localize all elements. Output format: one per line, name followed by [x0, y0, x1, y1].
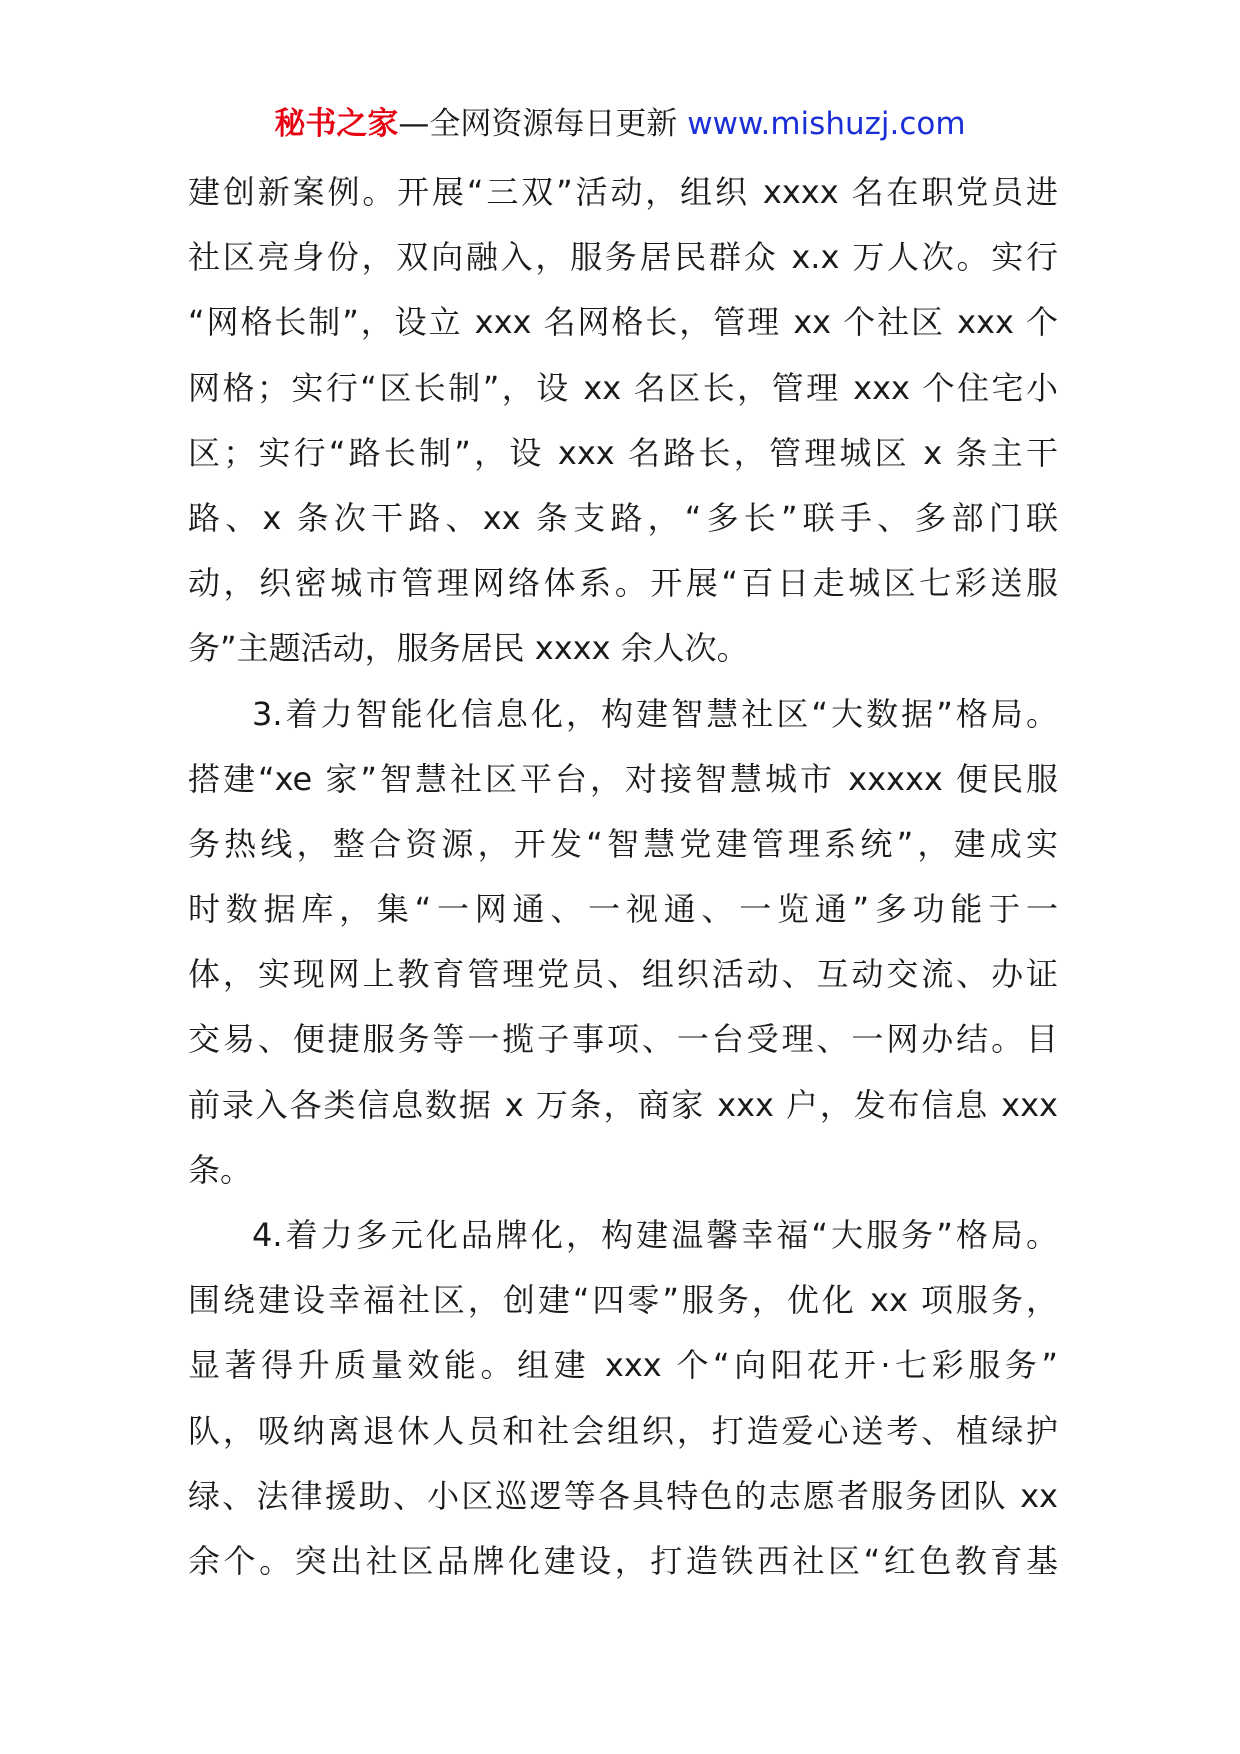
- text-line: 社区亮身份，双向融入，服务居民群众 x.x 万人次。实行: [188, 238, 1058, 277]
- text-line: 区；实行“路长制”，设 xxx 名路长，管理城区 x 条主干: [188, 433, 1058, 472]
- text-line: 搭建“xe 家”智慧社区平台，对接智慧城市 xxxxx 便民服: [188, 759, 1058, 798]
- brand-name: 秘书之家: [274, 106, 399, 142]
- text-line: 务”主题活动，服务居民 xxxx 余人次。: [188, 629, 749, 668]
- text-line: 网格；实行“区长制”，设 xx 名区长，管理 xxx 个住宅小: [188, 368, 1058, 407]
- text-line: 条。: [188, 1150, 253, 1189]
- text-line: 交易、便捷服务等一揽子事项、一台受理、一网办结。目: [188, 1020, 1058, 1059]
- header-tagline: —全网资源每日更新: [398, 106, 678, 142]
- text-line: 体，实现网上教育管理党员、组织活动、互动交流、办证: [188, 955, 1058, 994]
- site-url-link[interactable]: www.mishuzj.com: [687, 106, 966, 142]
- text-line: 绿、法律援助、小区巡逻等各具特色的志愿者服务团队 xx: [188, 1476, 1058, 1515]
- text-line: 队，吸纳离退休人员和社会组织，打造爱心送考、植绿护: [188, 1411, 1058, 1450]
- text-line: 显著得升质量效能。组建 xxx 个“向阳花开·七彩服务”: [188, 1346, 1058, 1385]
- text-line: “网格长制”，设立 xxx 名网格长，管理 xx 个社区 xxx 个: [188, 303, 1058, 342]
- document-body: [188, 160, 1058, 1594]
- text-line: 建创新案例。开展“三双”活动，组织 xxxx 名在职党员进: [188, 173, 1058, 211]
- text-line: 余个。突出社区品牌化建设，打造铁西社区“红色教育基: [188, 1541, 1058, 1580]
- text-line: 时数据库，集“一网通、一视通、一览通”多功能于一: [188, 890, 1058, 929]
- text-line: 动，织密城市管理网络体系。开展“百日走城区七彩送服: [188, 564, 1058, 603]
- site-header: [0, 102, 1240, 146]
- text-line: 路、x 条次干路、xx 条支路，“多长”联手、多部门联: [188, 498, 1058, 537]
- text-line: 务热线，整合资源，开发“智慧党建管理系统”，建成实: [188, 824, 1058, 863]
- section-heading-3: 3.着力智能化信息化，构建智慧社区“大数据”格局。: [252, 694, 1058, 733]
- text-line: 围绕建设幸福社区，创建“四零”服务，优化 xx 项服务，: [188, 1281, 1058, 1320]
- section-heading-4: 4.着力多元化品牌化，构建温馨幸福“大服务”格局。: [252, 1216, 1058, 1254]
- text-line: 前录入各类信息数据 x 万条，商家 xxx 户，发布信息 xxx: [188, 1085, 1058, 1124]
